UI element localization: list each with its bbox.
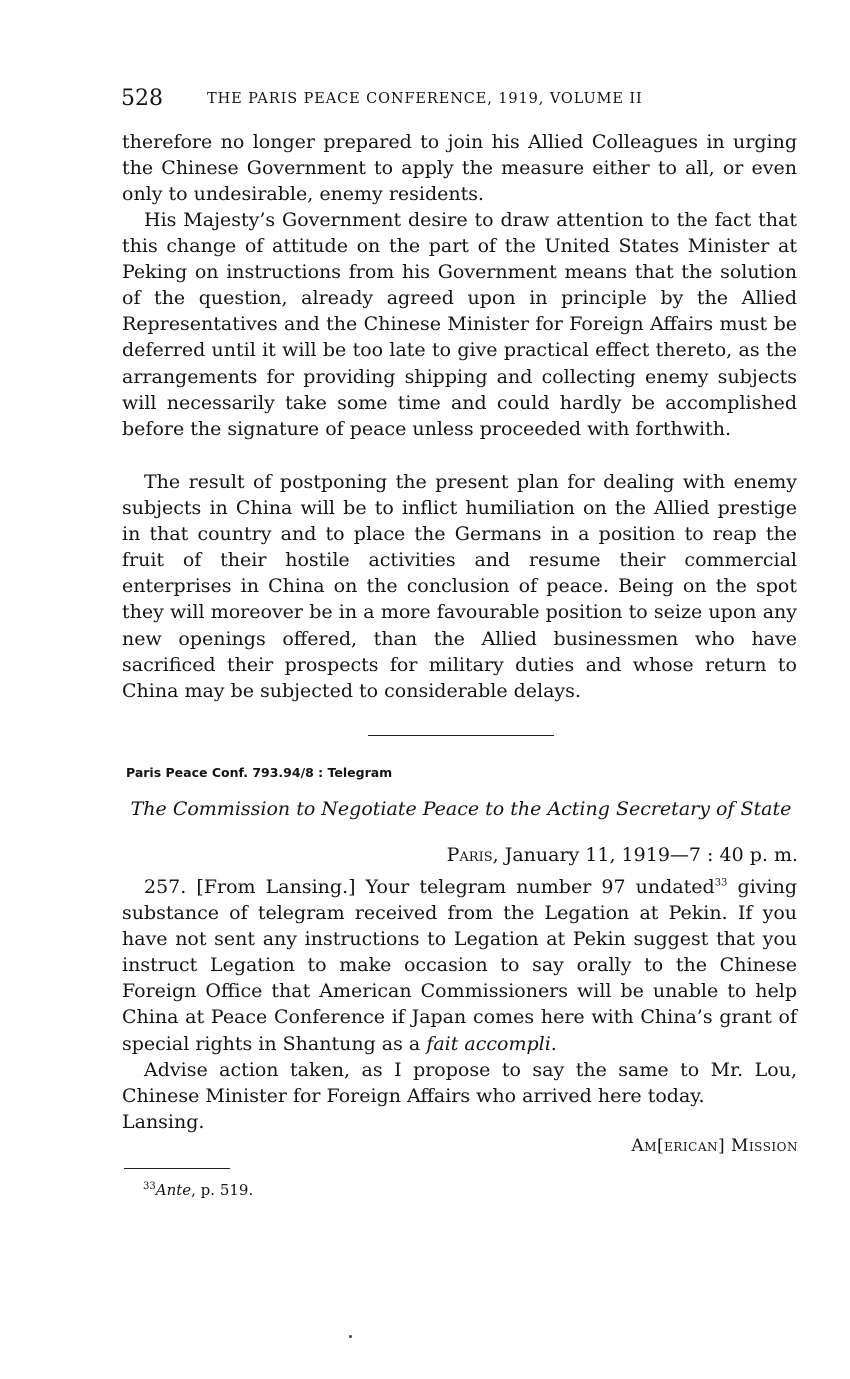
dateline-place: Paris (446, 844, 493, 866)
paragraph-continuation (122, 129, 797, 207)
paragraph-majesty-government (122, 207, 797, 442)
document-title: The Commission to Negotiate Peace to the Acting Secretary of State (130, 798, 792, 820)
page-header (121, 86, 801, 114)
paragraph-text: Advise action taken, as I propose to say the same to Mr. Lou, Chinese Minister for Foreign Affairs who arrived here today. (122, 1059, 797, 1108)
paragraph-signoff: Lansing. (122, 1111, 205, 1134)
italic-phrase: fait accompli. (426, 1032, 557, 1055)
running-head: THE PARIS PEACE CONFERENCE, 1919, VOLUME II (207, 91, 643, 107)
paragraph-text: therefore no longer prepared to join his Allied Colleagues in urging the Chinese Government to apply the measure either to all, or even only to undesirable, enemy residents. (122, 131, 797, 206)
file-reference: Paris Peace Conf. 793.94/8 : Telegram (126, 765, 393, 780)
footnote-number: 33 (143, 1181, 156, 1192)
stray-mark (349, 1335, 352, 1338)
paragraph-result-of-postponing (122, 469, 797, 704)
paragraph-text (122, 874, 797, 1057)
footnote-reference: 33 (714, 877, 728, 889)
dateline-date: , January 11, 1919—7 : 40 p. m. (492, 844, 798, 866)
dateline (447, 844, 798, 866)
footnote-ante: Ante (155, 1181, 192, 1199)
paragraph-advise-action (122, 1057, 797, 1135)
footnote (143, 1181, 253, 1199)
footnote-text: , p. 519. (191, 1181, 254, 1199)
paragraph-telegram-257 (122, 874, 797, 1057)
page-number: 528 (121, 86, 163, 111)
footnote-divider (124, 1168, 230, 1169)
telegram-text-start: 257. [From Lansing.] Your telegram number 97 undated (144, 876, 715, 898)
telegram-text-continued: giving substance of telegram received from the Legation at Pekin. If you have not sent any instructions to Legation at Pekin suggest that you instruct Legation to make occasion to say orally to the Chinese Foreign Office that American Commissioners will be unable to help China at Peace Conference if Japan comes here with China’s grant of special rights in Shantung as a (122, 876, 797, 1055)
paragraph-text: The result of postponing the present plan for dealing with enemy subjects in China will be to inflict humiliation on the Allied prestige in that country and to place the Germans in a position to reap the fruit of their hostile activities and resume their commercial enterprises in China on the conclusion of peace. Being on the spot they will moreover be in a more favourable position to seize upon any new openings offered, than the Allied businessmen who have sacrificed their prospects for military duties and whose return to China may be subjected to considerable delays. (122, 471, 797, 702)
section-divider (368, 735, 554, 736)
paragraph-text: His Majesty’s Government desire to draw attention to the fact that this change of attitude on the part of the United States Minister at Peking on instructions from his Government means that the solution of the question, already agreed upon in principle by the Allied Representatives and the Chinese Minister for Foreign Affairs must be deferred until it will be too late to give practical effect thereto, as the arrangements for providing shipping and collecting enemy subjects will necessarily take some time and could hardly be accomplished before the signature of peace unless proceeded with forthwith. (122, 209, 797, 440)
signature: Am[erican] Mission (631, 1136, 798, 1156)
